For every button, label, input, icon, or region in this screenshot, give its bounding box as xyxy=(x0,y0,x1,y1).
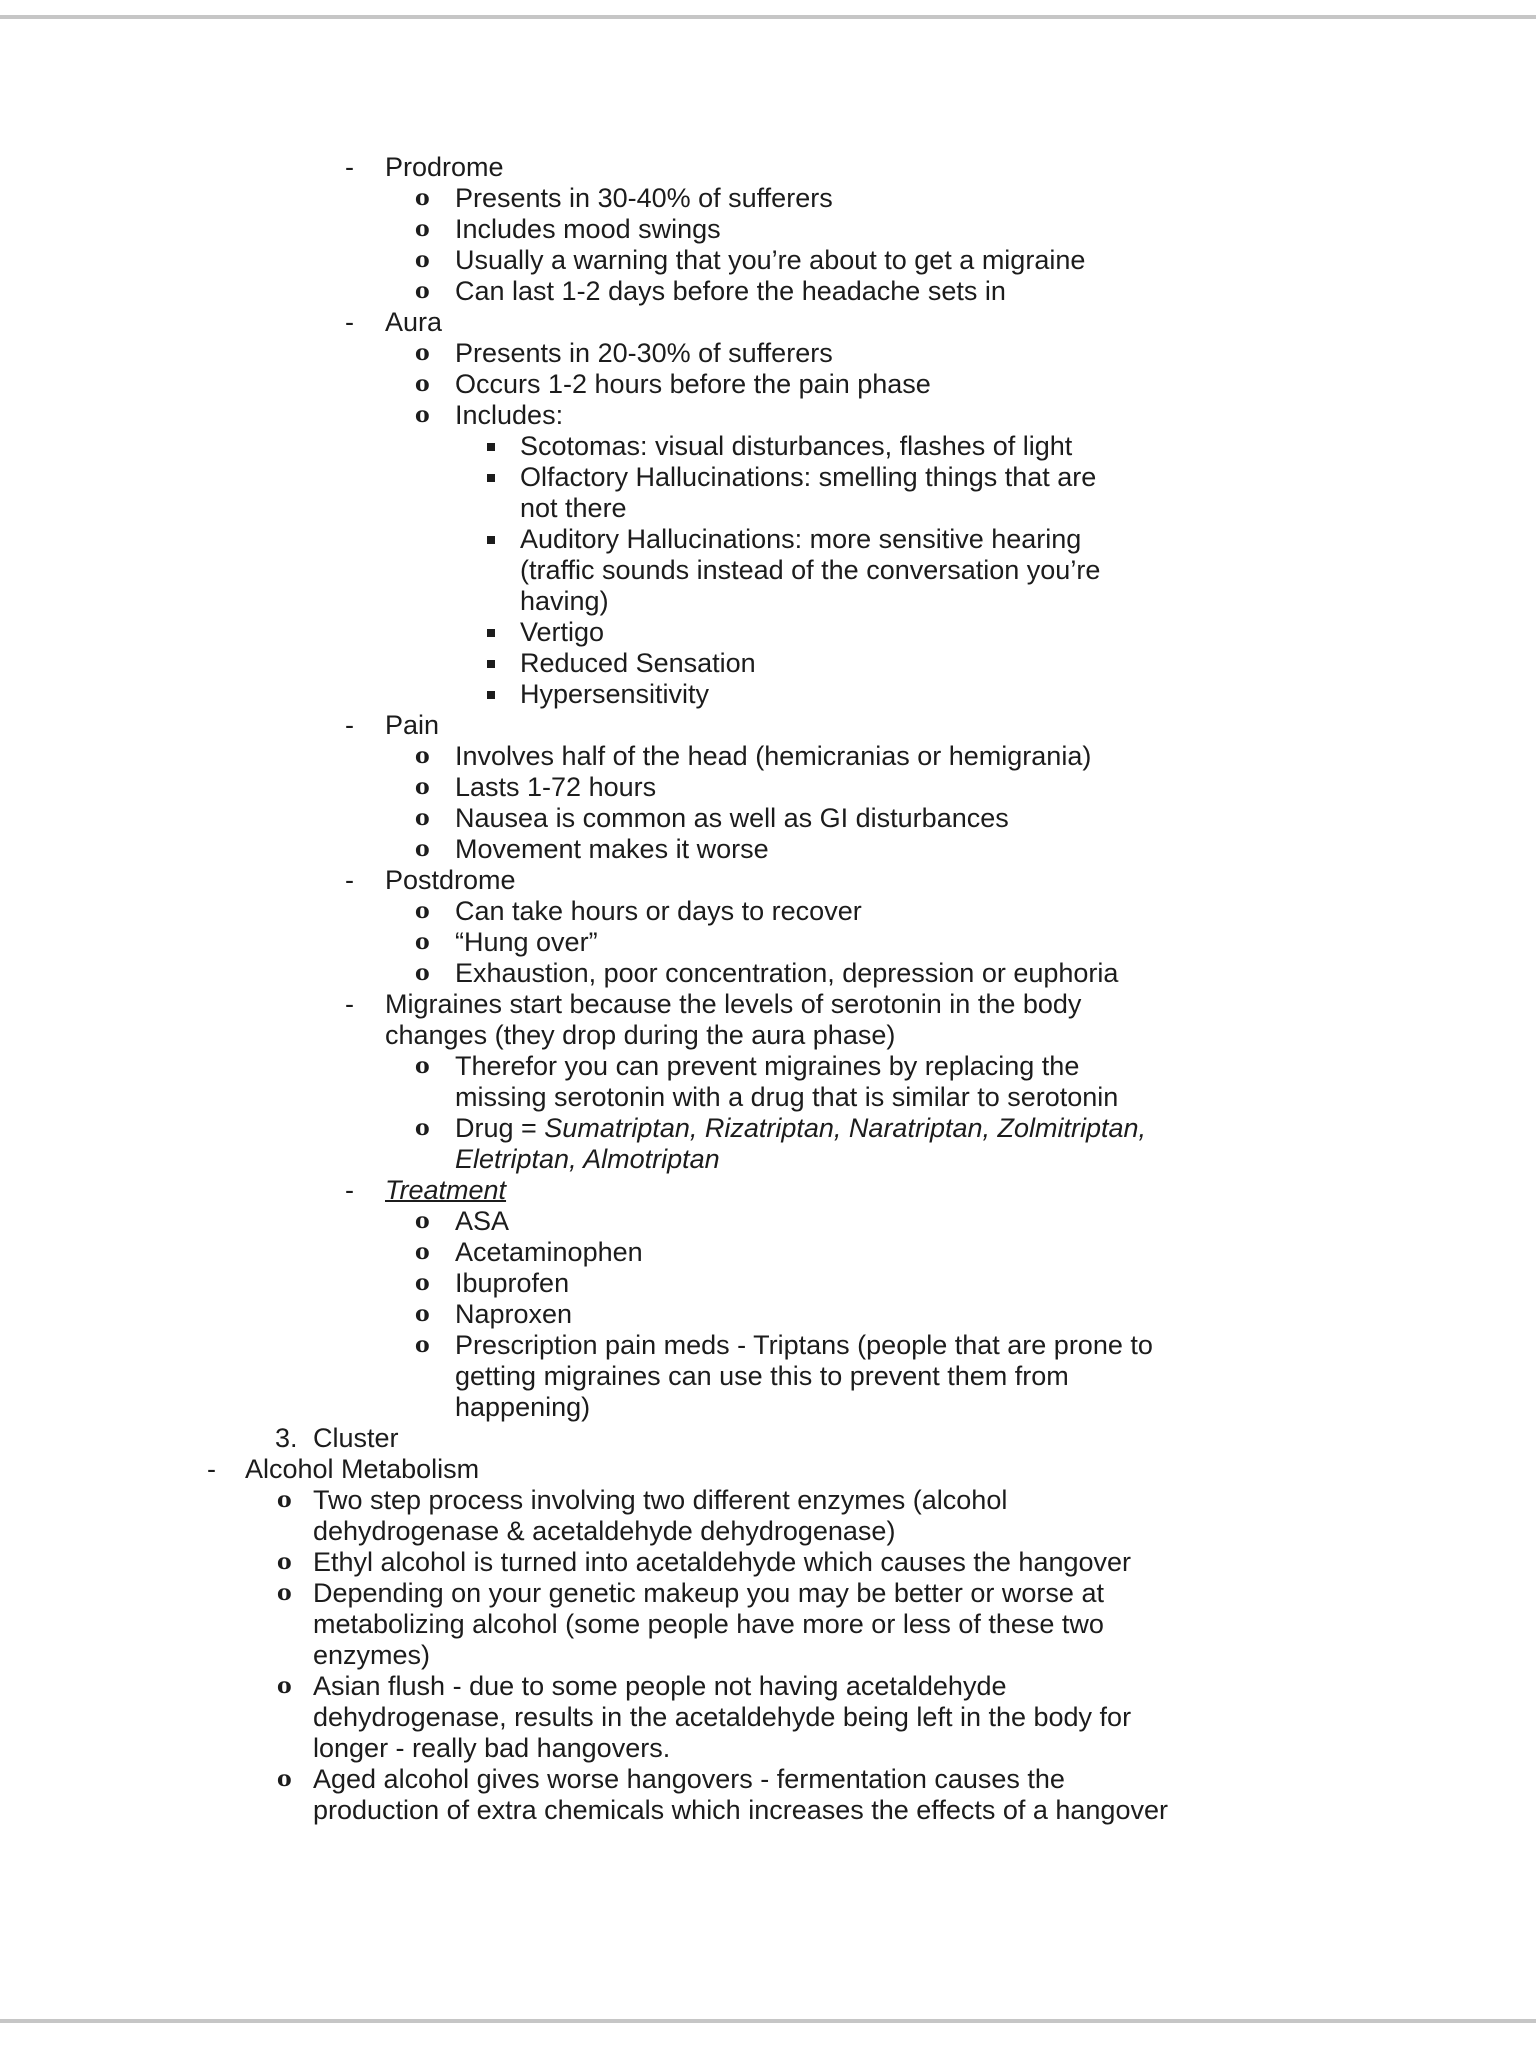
list-item xyxy=(415,400,1415,431)
dash-bullet-icon: - xyxy=(345,989,354,1019)
list-item xyxy=(415,214,1415,245)
document-body xyxy=(0,152,1536,1826)
o-bullet-icon: o xyxy=(415,247,430,273)
o-bullet-icon: o xyxy=(277,1580,292,1606)
square-bullet-icon xyxy=(487,691,495,699)
o-bullet-icon: o xyxy=(415,278,430,304)
list-item xyxy=(277,1485,1423,1547)
list-item xyxy=(415,183,1415,214)
list-item xyxy=(277,1671,1423,1764)
page-divider-top xyxy=(0,15,1536,19)
item-text: Vertigo xyxy=(520,617,605,647)
item-text: ASA xyxy=(455,1206,510,1236)
item-text: Depending on your genetic makeup you may be better or worse at metabolizing alcohol (some people have more or less of these two enzymes) xyxy=(313,1578,1104,1670)
item-text: Two step process involving two different enzymes (alcohol dehydrogenase & acetaldehyde dehydrogenase) xyxy=(313,1485,1008,1546)
list-item xyxy=(415,1237,1415,1268)
list-item xyxy=(345,710,1405,741)
list-item xyxy=(345,989,1405,1051)
list-item xyxy=(415,338,1415,369)
o-bullet-icon: o xyxy=(415,1053,430,1079)
item-text: Aged alcohol gives worse hangovers - fermentation causes the production of extra chemicals which increases the effects of a hangover xyxy=(313,1764,1168,1825)
dash-bullet-icon: - xyxy=(345,865,354,895)
o-bullet-icon: o xyxy=(415,340,430,366)
list-item xyxy=(415,1113,1415,1175)
item-text: Asian flush - due to some people not having acetaldehyde dehydrogenase, results in the acetaldehyde being left in the body for longer - really bad hangovers. xyxy=(313,1671,1132,1763)
item-text: Includes mood swings xyxy=(455,214,721,244)
o-bullet-icon: o xyxy=(277,1766,292,1792)
list-item xyxy=(415,245,1415,276)
list-item xyxy=(415,1206,1415,1237)
list-item xyxy=(415,772,1415,803)
list-item xyxy=(520,679,1420,710)
item-text: Usually a warning that you’re about to get a migraine xyxy=(455,245,1086,275)
o-bullet-icon: o xyxy=(415,1332,430,1358)
list-item xyxy=(277,1547,1423,1578)
item-text: Hypersensitivity xyxy=(520,679,710,709)
item-text: Exhaustion, poor concentration, depression or euphoria xyxy=(455,958,1119,988)
item-text: Nausea is common as well as GI disturbances xyxy=(455,803,1009,833)
dash-bullet-icon: - xyxy=(345,710,354,740)
o-bullet-icon: o xyxy=(415,1239,430,1265)
item-text: Ibuprofen xyxy=(455,1268,570,1298)
list-item xyxy=(415,276,1415,307)
item-text: “Hung over” xyxy=(455,927,598,957)
list-item xyxy=(415,741,1415,772)
list-item xyxy=(345,1175,1405,1206)
o-bullet-icon: o xyxy=(415,402,430,428)
o-bullet-icon: o xyxy=(415,836,430,862)
o-bullet-icon: o xyxy=(415,1115,430,1141)
o-bullet-icon: o xyxy=(277,1487,292,1513)
list-item xyxy=(415,1299,1415,1330)
item-text: Lasts 1-72 hours xyxy=(455,772,657,802)
square-bullet-icon xyxy=(487,443,495,451)
o-bullet-icon: o xyxy=(415,960,430,986)
o-bullet-icon: o xyxy=(415,805,430,831)
item-text: Prodrome xyxy=(385,152,504,182)
item-text: Olfactory Hallucinations: smelling things that are not there xyxy=(520,462,1097,523)
square-bullet-icon xyxy=(487,629,495,637)
item-text-italic: Sumatriptan, Rizatriptan, Naratriptan, Zolmitriptan, Eletriptan, Almotriptan xyxy=(455,1113,1147,1174)
item-text: Involves half of the head (hemicranias or hemigrania) xyxy=(455,741,1092,771)
list-item xyxy=(207,1454,1405,1485)
list-item xyxy=(345,865,1405,896)
item-text: Naproxen xyxy=(455,1299,573,1329)
square-bullet-icon xyxy=(487,474,495,482)
item-text: Ethyl alcohol is turned into acetaldehyde which causes the hangover xyxy=(313,1547,1132,1577)
item-text: Occurs 1-2 hours before the pain phase xyxy=(455,369,931,399)
item-text: Movement makes it worse xyxy=(455,834,769,864)
list-item xyxy=(277,1578,1423,1671)
item-text: Postdrome xyxy=(385,865,516,895)
list-item xyxy=(415,834,1415,865)
list-item xyxy=(415,1051,1415,1113)
item-text: Aura xyxy=(385,307,443,337)
list-item xyxy=(415,1268,1415,1299)
item-text: Acetaminophen xyxy=(455,1237,643,1267)
item-text: Pain xyxy=(385,710,440,740)
o-bullet-icon: o xyxy=(277,1673,292,1699)
list-item xyxy=(520,648,1420,679)
list-item xyxy=(275,1423,1423,1454)
list-item xyxy=(345,152,1405,183)
dash-bullet-icon: - xyxy=(345,307,354,337)
item-text: Reduced Sensation xyxy=(520,648,756,678)
item-text: Scotomas: visual disturbances, flashes of light xyxy=(520,431,1073,461)
list-item xyxy=(415,927,1415,958)
item-number: 3. xyxy=(275,1423,298,1453)
item-text: Can last 1-2 days before the headache sets in xyxy=(455,276,1006,306)
item-text: Includes: xyxy=(455,400,564,430)
list-item xyxy=(520,462,1420,524)
page-divider-bottom xyxy=(0,2019,1536,2023)
item-text: Prescription pain meds - Triptans (people that are prone to getting migraines can use this to prevent them from happening) xyxy=(455,1330,1153,1422)
o-bullet-icon: o xyxy=(415,185,430,211)
dash-bullet-icon: - xyxy=(345,1175,354,1205)
item-text: Alcohol Metabolism xyxy=(245,1454,480,1484)
item-text: Cluster xyxy=(313,1423,399,1453)
o-bullet-icon: o xyxy=(415,743,430,769)
dash-bullet-icon: - xyxy=(345,152,354,182)
item-text: Presents in 20-30% of sufferers xyxy=(455,338,833,368)
o-bullet-icon: o xyxy=(415,1270,430,1296)
o-bullet-icon: o xyxy=(415,1208,430,1234)
item-text: Therefor you can prevent migraines by replacing the missing serotonin with a drug that is similar to serotonin xyxy=(455,1051,1119,1112)
list-item xyxy=(520,524,1420,617)
item-text-prefix: Drug = xyxy=(455,1113,545,1143)
o-bullet-icon: o xyxy=(415,216,430,242)
dash-bullet-icon: - xyxy=(207,1454,216,1484)
list-item xyxy=(345,307,1405,338)
list-item xyxy=(520,617,1420,648)
list-item xyxy=(415,803,1415,834)
o-bullet-icon: o xyxy=(277,1549,292,1575)
item-text: Presents in 30-40% of sufferers xyxy=(455,183,833,213)
o-bullet-icon: o xyxy=(415,1301,430,1327)
item-text: Can take hours or days to recover xyxy=(455,896,862,926)
list-item xyxy=(520,431,1420,462)
o-bullet-icon: o xyxy=(415,774,430,800)
item-text: Treatment xyxy=(385,1175,507,1205)
o-bullet-icon: o xyxy=(415,371,430,397)
square-bullet-icon xyxy=(487,660,495,668)
list-item xyxy=(415,1330,1415,1423)
square-bullet-icon xyxy=(487,536,495,544)
list-item xyxy=(415,369,1415,400)
item-text: Migraines start because the levels of serotonin in the body changes (they drop during the aura phase) xyxy=(385,989,1082,1050)
item-text: Auditory Hallucinations: more sensitive hearing (traffic sounds instead of the conversation you’re having) xyxy=(520,524,1101,616)
list-item xyxy=(277,1764,1423,1826)
o-bullet-icon: o xyxy=(415,929,430,955)
o-bullet-icon: o xyxy=(415,898,430,924)
list-item xyxy=(415,958,1415,989)
item-text xyxy=(455,1113,1146,1174)
list-item xyxy=(415,896,1415,927)
